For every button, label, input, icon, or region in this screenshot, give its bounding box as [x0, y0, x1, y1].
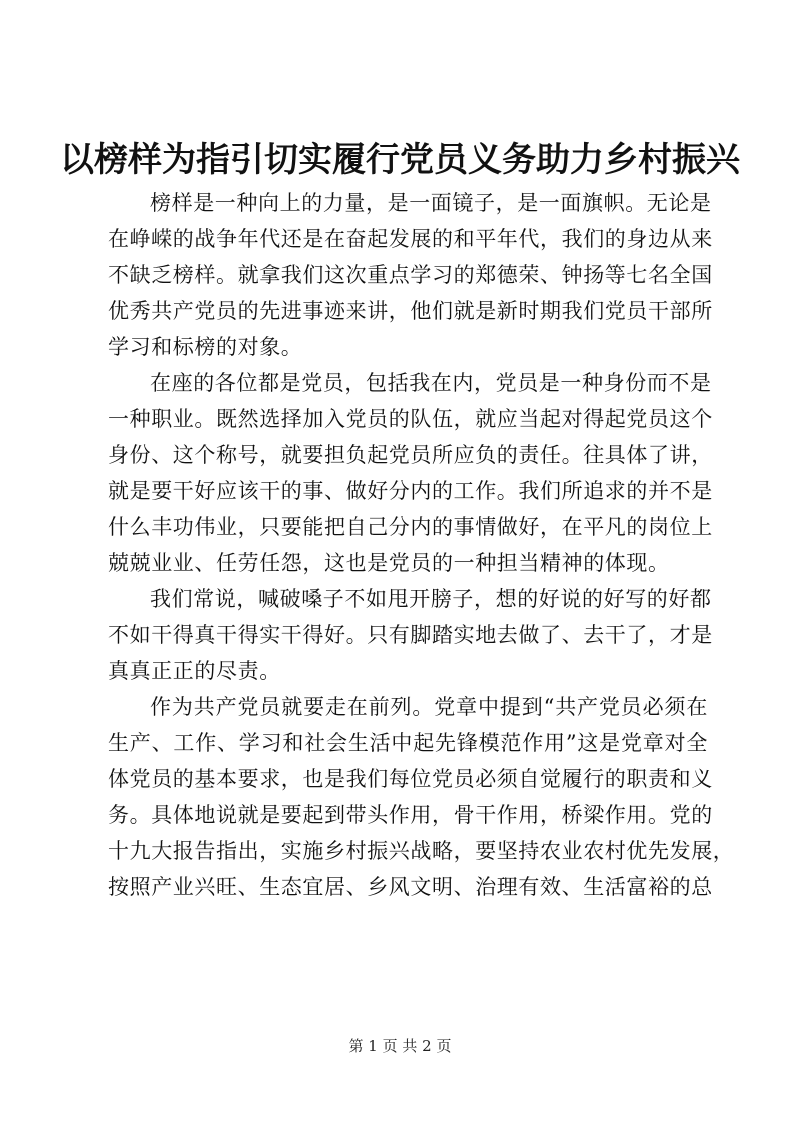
paragraph-line: 生产、工作、学习和社会生活中起先锋模范作用”这是党章对全 [108, 731, 708, 755]
paragraph-line: 兢兢业业、任劳任怨，这也是党员的一种担当精神的体现。 [108, 551, 670, 575]
paragraph-line: 在座的各位都是党员，包括我在内，党员是一种身份而不是 [150, 371, 712, 395]
paragraph-line: 真真正正的尽责。 [108, 659, 281, 683]
paragraph-2 [108, 365, 713, 581]
paragraph-line: 十九大报告指出，实施乡村振兴战略，要坚持农业农村优先发展， [108, 839, 735, 863]
page-footer: 第 1 页 共 2 页 [348, 1037, 452, 1055]
paragraph-line: 不缺乏榜样。就拿我们这次重点学习的郑德荣、钟扬等七名全国 [108, 263, 713, 287]
paragraph-line: 务。具体地说就是要起到带头作用，骨干作用，桥梁作用。党的 [108, 803, 713, 827]
paragraph-line: 学习和标榜的对象。 [108, 335, 303, 359]
document-title: 以榜样为指引切实履行党员义务助力乡村振兴 [60, 140, 740, 180]
paragraph-line: 什么丰功伟业，只要能把自己分内的事情做好，在平凡的岗位上 [108, 515, 713, 539]
document-body [108, 185, 735, 905]
paragraph-1 [108, 185, 713, 365]
paragraph-line: 就是要干好应该干的事、做好分内的工作。我们所追求的并不是 [108, 479, 713, 503]
paragraph-line: 一种职业。既然选择加入党员的队伍，就应当起对得起党员这个 [108, 407, 713, 431]
paragraph-line: 我们常说，喊破嗓子不如甩开膀子，想的好说的好写的好都 [150, 587, 712, 611]
paragraph-line: 作为共产党员就要走在前列。党章中提到“共产党员必须在 [150, 695, 708, 719]
paragraph-line: 体党员的基本要求，也是我们每位党员必须自觉履行的职责和义 [108, 767, 713, 791]
paragraph-line: 在峥嵘的战争年代还是在奋起发展的和平年代，我们的身边从来 [108, 227, 713, 251]
paragraph-3 [108, 581, 713, 689]
paragraph-line: 不如干得真干得实干得好。只有脚踏实地去做了、去干了，才是 [108, 623, 713, 647]
paragraph-4 [108, 689, 735, 905]
paragraph-line: 身份、这个称号，就要担负起党员所应负的责任。往具体了讲， [108, 443, 713, 467]
paragraph-line: 榜样是一种向上的力量，是一面镜子，是一面旗帜。无论是 [150, 191, 712, 215]
paragraph-line: 按照产业兴旺、生态宜居、乡风文明、治理有效、生活富裕的总 [108, 875, 713, 899]
paragraph-line: 优秀共产党员的先进事迹来讲，他们就是新时期我们党员干部所 [108, 299, 713, 323]
